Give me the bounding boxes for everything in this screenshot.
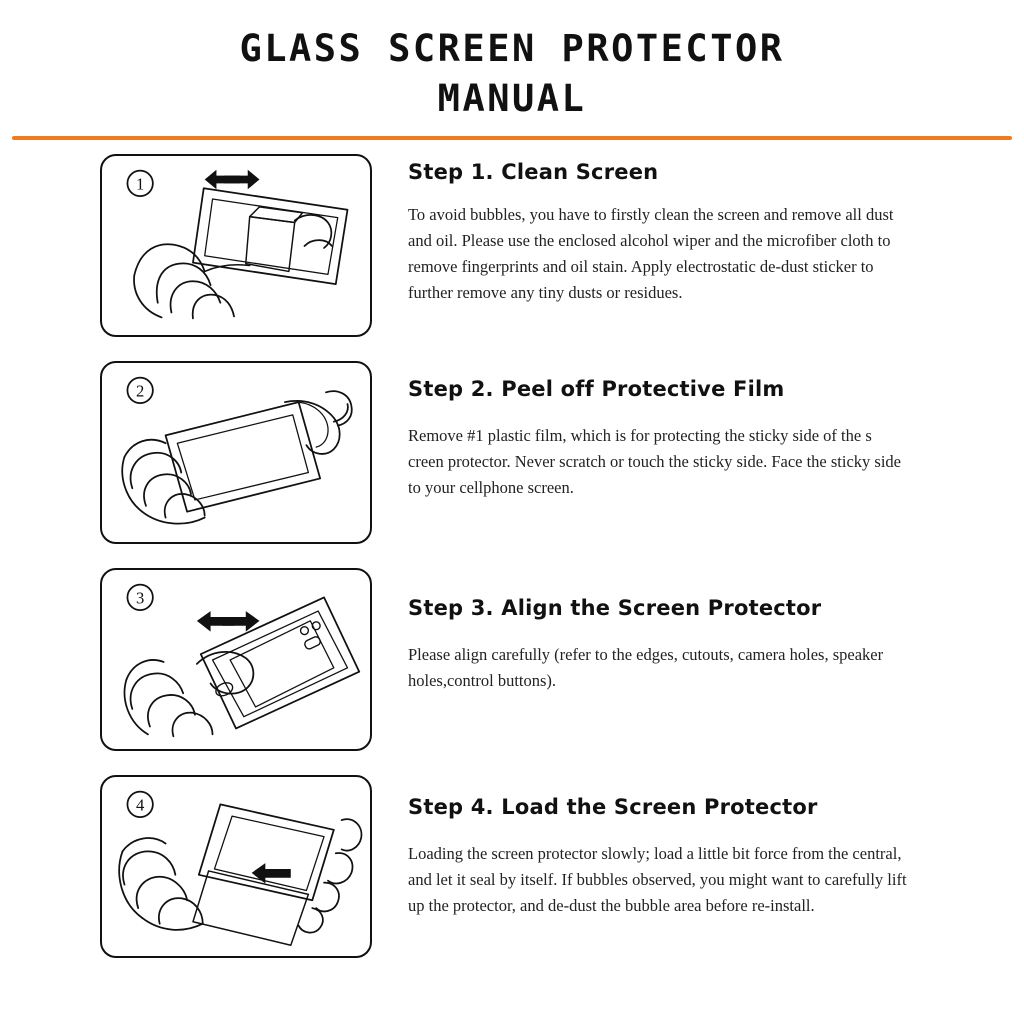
step-heading: Step 2. Peel off Protective Film <box>408 376 785 401</box>
figure-step-2 <box>100 361 372 544</box>
page-title-line-2: MANUAL <box>437 76 587 120</box>
figure-step-4 <box>100 775 372 958</box>
title-block <box>0 0 1024 124</box>
step-text <box>372 775 1010 919</box>
step-body: Remove #1 plastic film, which is for protecting the sticky side of the s creen protector. Never scratch or touch the sticky side. Face the sticky side to your cellphone screen. <box>408 425 901 497</box>
page-title-line-1: GLASS SCREEN PROTECTOR <box>239 27 785 70</box>
svg-text:4: 4 <box>135 795 145 815</box>
step-row <box>0 775 1024 958</box>
step-row <box>0 568 1024 751</box>
step-text <box>372 568 1010 694</box>
step-body: Loading the screen protector slowly; load a little bit force from the central, and let it seal by itself. If bubbles observed, you might want to carefully lift up the protector, and de-dust the bubble area before re-install. <box>408 843 907 915</box>
step-heading: Step 4. Load the Screen Protector <box>408 794 818 819</box>
step-body: To avoid bubbles, you have to firstly clean the screen and remove all dust and oil. Please use the enclosed alcohol wiper and the microfiber cloth to remove fingerprints and oil stain. Apply electrostatic de-dust sticker to further remove any tiny dusts or residues. <box>408 204 894 303</box>
step-text <box>372 154 1010 306</box>
figure-step-1 <box>100 154 372 337</box>
svg-text:3: 3 <box>135 588 145 608</box>
svg-text:1: 1 <box>135 174 145 194</box>
step-heading: Step 3. Align the Screen Protector <box>408 595 822 620</box>
steps-list <box>0 154 1024 958</box>
svg-text:2: 2 <box>135 381 145 401</box>
step-row <box>0 154 1024 337</box>
step-text <box>372 361 1010 501</box>
step-body: Please align carefully (refer to the edges, cutouts, camera holes, speaker holes,control buttons). <box>408 644 884 690</box>
figure-step-3 <box>100 568 372 751</box>
step-heading: Step 1. Clean Screen <box>408 159 659 184</box>
step-row <box>0 361 1024 544</box>
title-divider <box>12 136 1012 140</box>
